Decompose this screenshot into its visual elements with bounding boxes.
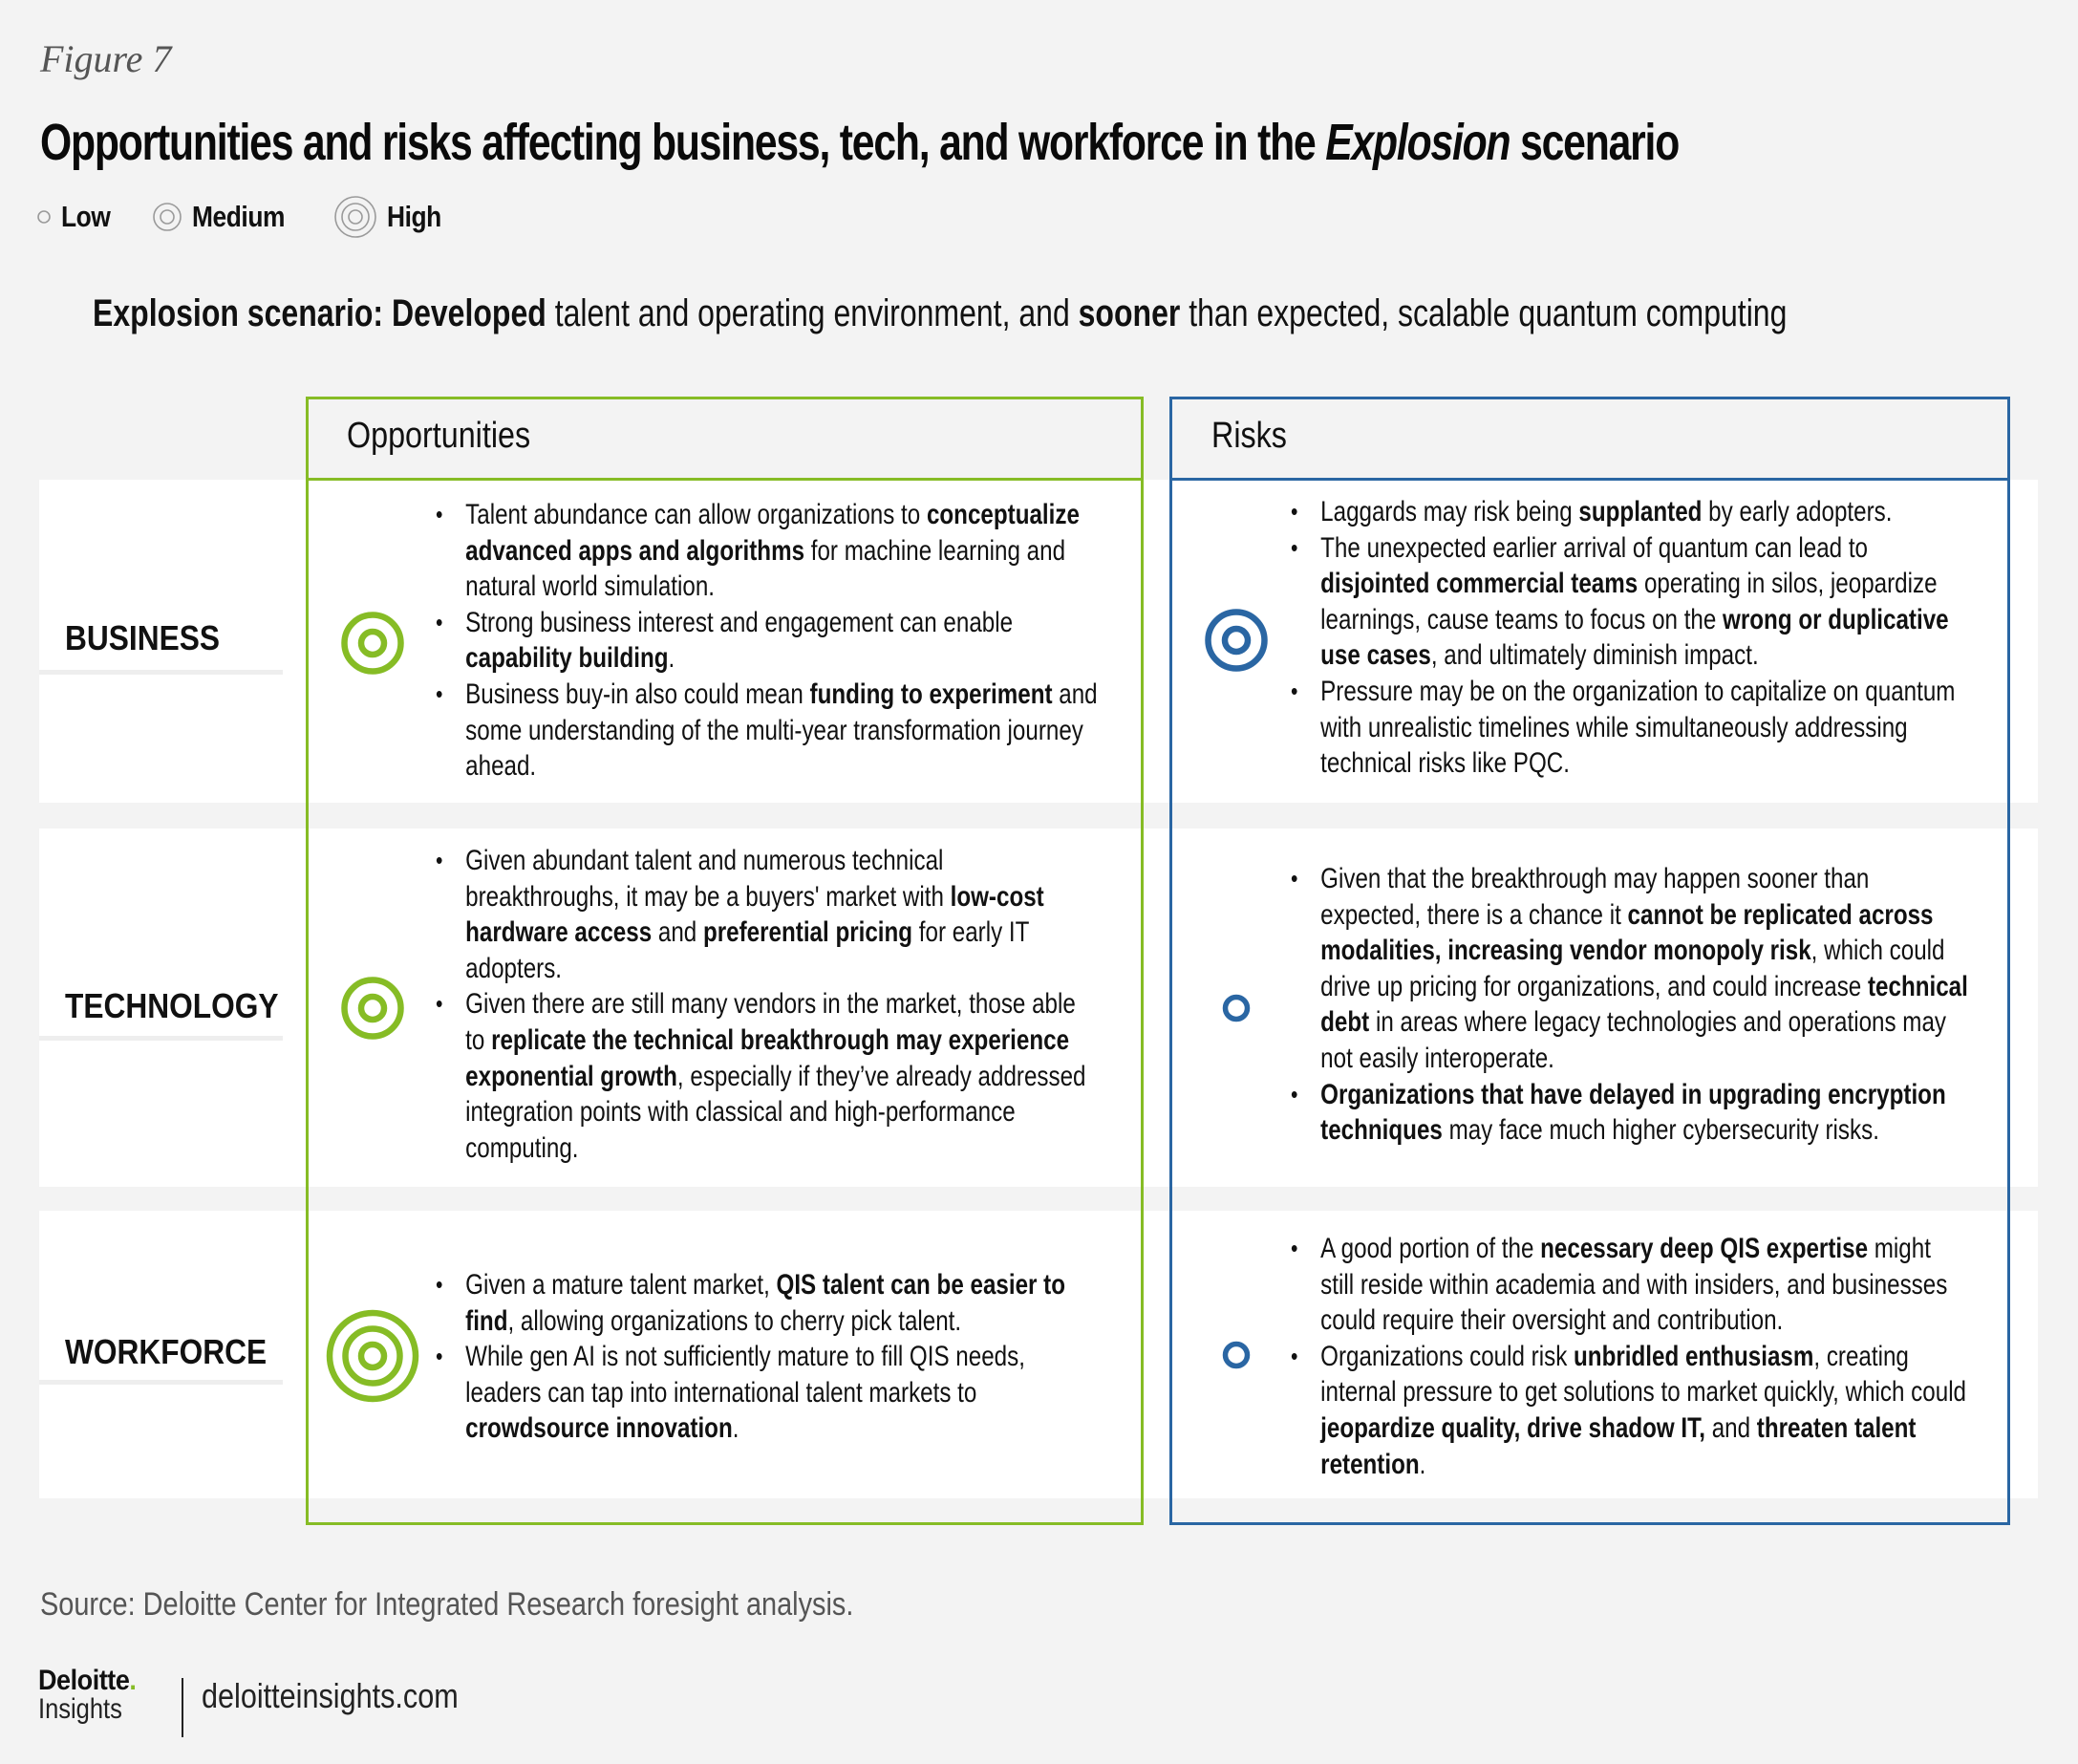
bullet-text: Business buy-in also could mean: [465, 678, 810, 710]
bullet-text: for machine learning and natural world simulation.: [465, 534, 1066, 603]
bullet-emphasis: Organizations that have delayed in upgrading encryption techniques: [1320, 1078, 1946, 1147]
business-opportunities-list: [436, 497, 1098, 785]
bullet-text: by early adopters.: [1702, 496, 1893, 527]
bullet-text: Given that the breakthrough may happen sooner than expected, there is a chance it: [1320, 863, 1870, 931]
bullet-emphasis: threaten talent retention: [1320, 1411, 1917, 1480]
bullet-text: , which could drive up pricing for organizations, and could increase: [1320, 935, 1945, 1002]
scenario-bold-1: Explosion scenario: Developed: [93, 292, 546, 334]
figure-label: Figure 7: [40, 37, 172, 80]
bullet-item: [1291, 530, 1968, 674]
opportunities-header: Opportunities: [347, 416, 531, 456]
bullet-text: .: [1419, 1448, 1426, 1480]
bullet-emphasis: funding to experiment: [809, 678, 1053, 710]
technology-risks-list: [1291, 861, 1968, 1149]
bullet-emphasis: capability building: [465, 642, 669, 675]
row-label-underline: [39, 670, 283, 675]
bullet-text: Talent abundance can allow organizations to: [465, 499, 927, 530]
bullet-emphasis: wrong or duplicative use cases: [1320, 603, 1949, 672]
bullet-text: , especially if they’ve already addressed integration points with classical and high-performance computing.: [465, 1060, 1086, 1164]
bullet-emphasis: low-cost hardware access: [465, 880, 1044, 949]
legend-label-medium: Medium: [191, 200, 285, 233]
bullet-emphasis: disjointed commercial teams: [1320, 568, 1639, 600]
footer-divider: [182, 1678, 183, 1737]
bullet-text: operating in silos, jeopardize learnings, cause teams to focus on the: [1320, 568, 1938, 635]
bullet-item: [436, 677, 1098, 785]
row-label-underline: [39, 1036, 283, 1041]
bullet-text: and: [652, 916, 703, 949]
bullet-text: might still reside within academia and with insiders, and businesses could require their oversight and contribution.: [1320, 1233, 1948, 1337]
bullet-text: The unexpected earlier arrival of quantum can lead to: [1320, 531, 1869, 564]
bullet-emphasis: jeopardize quality, drive shadow IT,: [1320, 1411, 1705, 1444]
bullet-emphasis: conceptualize advanced apps and algorithms: [465, 499, 1080, 567]
bullet-text: .: [668, 642, 675, 675]
page-title: [40, 113, 1679, 172]
bullet-text: and: [1704, 1411, 1757, 1444]
bullet-text: may face much higher cybersecurity risks.: [1442, 1114, 1879, 1147]
low-level-icon: [36, 209, 52, 225]
high-level-icon: [333, 195, 377, 239]
workforce-opportunities-list: [436, 1267, 1098, 1447]
bullet-item: [436, 1339, 1098, 1447]
row-label-technology: TECHNOLOGY: [65, 986, 279, 1025]
bullet-emphasis: cannot be replicated across modalities, increasing vendor monopoly risk: [1320, 898, 1934, 967]
deloitte-logo: [38, 1665, 136, 1697]
workforce-risk-low-icon: [1222, 1341, 1251, 1369]
bullet-text: for early IT adopters.: [465, 916, 1029, 984]
workforce-opportunity-high-icon: [326, 1309, 419, 1403]
scenario-text-1: talent and operating environment, and: [546, 292, 1079, 334]
logo-insights: Insights: [38, 1693, 122, 1725]
title-emphasis: Explosion: [1325, 114, 1510, 171]
scenario-bold-2: sooner: [1078, 292, 1181, 334]
bullet-text: , and ultimately diminish impact.: [1430, 639, 1759, 672]
legend-item-high: [333, 195, 451, 239]
bullet-text: While gen AI is not sufficiently mature to fill QIS needs, leaders can tap into international talent markets to: [465, 1341, 1025, 1409]
source-note: Source: Deloitte Center for Integrated Research foresight analysis.: [40, 1586, 854, 1623]
bullet-text: .: [732, 1412, 739, 1445]
legend-label-low: Low: [61, 200, 111, 233]
technology-risk-low-icon: [1222, 994, 1251, 1022]
risks-header-divider: [1169, 478, 2010, 481]
opportunities-header-divider: [306, 478, 1144, 481]
business-risk-medium-icon: [1205, 609, 1268, 672]
logo-word: Deloitte: [38, 1665, 130, 1696]
legend: [36, 197, 483, 237]
bullet-emphasis: QIS talent can be easier to find: [465, 1269, 1066, 1337]
risks-header: Risks: [1211, 416, 1287, 456]
logo-dot: .: [129, 1665, 137, 1696]
business-opportunity-medium-icon: [341, 612, 404, 675]
bullet-text: Pressure may be on the organization to capitalize on quantum with unrealistic timelines while simultaneously addressing technical risks like PQC.: [1320, 675, 1956, 780]
bullet-text: Organizations could risk: [1320, 1340, 1575, 1372]
site-link[interactable]: deloitteinsights.com: [202, 1676, 459, 1715]
bullet-text: Laggards may risk being: [1320, 496, 1579, 527]
workforce-risks-list: [1291, 1231, 1968, 1482]
bullet-item: [1291, 1077, 1968, 1149]
bullet-emphasis: technical debt: [1320, 970, 1968, 1039]
bullet-emphasis: supplanted: [1578, 496, 1703, 527]
title-after: scenario: [1510, 114, 1680, 171]
bullet-item: [436, 843, 1098, 986]
scenario-heading: [93, 292, 1787, 335]
bullet-text: in areas where legacy technologies and operations may not easily interoperate.: [1320, 1006, 1947, 1074]
technology-opportunity-medium-icon: [341, 977, 404, 1040]
legend-item-medium: [152, 200, 301, 234]
bullet-item: [436, 497, 1098, 605]
legend-label-high: High: [386, 200, 441, 233]
bullet-text: , creating internal pressure to get solutions to market quickly, which could: [1320, 1340, 1967, 1409]
bullet-text: Strong business interest and engagement can enable: [465, 606, 1014, 638]
bullet-item: [436, 986, 1098, 1166]
bullet-emphasis: replicate the technical breakthrough may experience exponential growth: [465, 1023, 1070, 1092]
title-before: Opportunities and risks affecting business, tech, and workforce in the: [40, 114, 1326, 171]
bullet-text: , allowing organizations to cherry pick talent.: [507, 1304, 962, 1337]
bullet-emphasis: unbridled enthusiasm: [1574, 1340, 1814, 1372]
legend-item-low: [36, 200, 119, 234]
row-label-business: BUSINESS: [65, 618, 220, 657]
bullet-text: Given there are still many vendors in the market, those able to: [465, 988, 1076, 1056]
medium-level-icon: [152, 202, 182, 232]
bullet-item: [1291, 674, 1968, 782]
business-risks-list: [1291, 494, 1968, 782]
bullet-item: [1291, 1231, 1968, 1339]
bullet-item: [1291, 861, 1968, 1077]
scenario-text-2: than expected, scalable quantum computing: [1180, 292, 1788, 334]
row-label-underline: [39, 1380, 283, 1385]
bullet-text: and some understanding of the multi-year transformation journey ahead.: [465, 678, 1098, 783]
bullet-text: Given a mature talent market,: [465, 1269, 777, 1301]
technology-opportunities-list: [436, 843, 1098, 1166]
bullet-emphasis: crowdsource innovation: [465, 1412, 733, 1445]
row-label-workforce: WORKFORCE: [65, 1332, 268, 1371]
bullet-text: Given abundant talent and numerous technical breakthroughs, it may be a buyers' market with: [465, 845, 951, 913]
bullet-emphasis: necessary deep QIS expertise: [1540, 1233, 1869, 1264]
bullet-item: [1291, 1339, 1968, 1482]
bullet-item: [436, 605, 1098, 677]
bullet-text: A good portion of the: [1320, 1233, 1541, 1264]
bullet-item: [436, 1267, 1098, 1339]
bullet-emphasis: preferential pricing: [702, 916, 913, 949]
bullet-item: [1291, 494, 1968, 530]
